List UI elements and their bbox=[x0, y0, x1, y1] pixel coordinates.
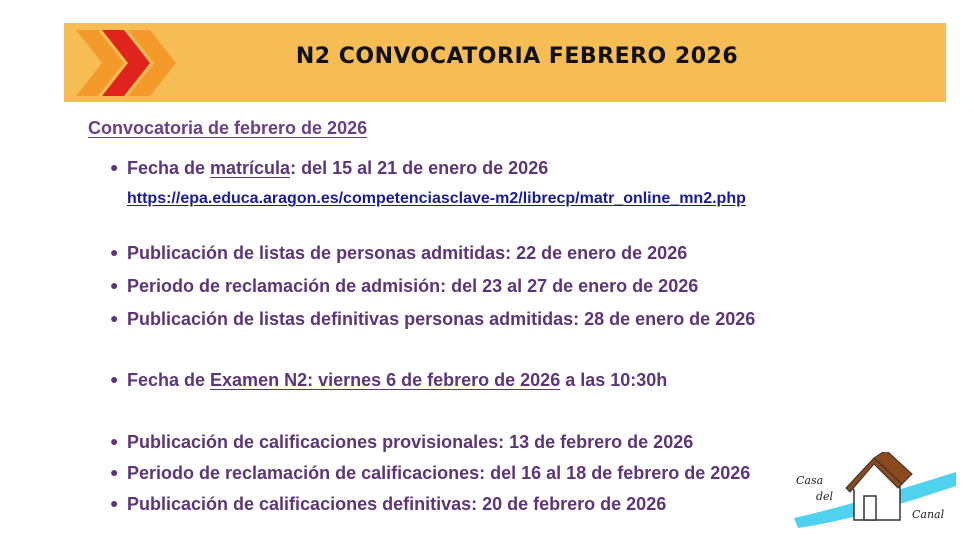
logo-text: Casa bbox=[796, 474, 824, 487]
bullet-icon: ● bbox=[110, 495, 119, 511]
bullet-icon: ● bbox=[110, 464, 119, 480]
page-title: N2 CONVOCATORIA FEBRERO 2026 bbox=[295, 44, 739, 69]
list-item: ● Publicación de listas de personas admitidas: 22 de enero de 2026 bbox=[110, 243, 688, 263]
bullet-icon: ● bbox=[110, 244, 119, 260]
enrollment-link[interactable]: https://epa.educa.aragon.es/competenciasclave-m2/librecp/matr_online_mn2.php bbox=[127, 190, 746, 207]
list-item: ● Periodo de reclamación de admisión: del 23 al 27 de enero de 2026 bbox=[110, 276, 699, 296]
list-item: ● Fecha de matrícula: del 15 al 21 de enero de 2026 bbox=[110, 158, 549, 178]
bullet-icon: ● bbox=[110, 310, 119, 326]
list-item: ● Fecha de Examen N2: viernes 6 de febrero de 2026 a las 10:30h bbox=[110, 370, 668, 390]
section-title: Convocatoria de febrero de 2026 bbox=[88, 118, 368, 138]
list-item: ● Periodo de reclamación de calificaciones: del 16 al 18 de febrero de 2026 bbox=[110, 463, 751, 483]
list-item: ● Publicación de listas definitivas personas admitidas: 28 de enero de 2026 bbox=[110, 309, 756, 329]
logo-text: del bbox=[816, 490, 834, 503]
list-item: ● Publicación de calificaciones provisionales: 13 de febrero de 2026 bbox=[110, 432, 694, 452]
list-item: ● Publicación de calificaciones definitivas: 20 de febrero de 2026 bbox=[110, 494, 667, 514]
logo-text: Canal bbox=[912, 508, 945, 521]
bullet-icon: ● bbox=[110, 277, 119, 293]
bullet-icon: ● bbox=[110, 159, 119, 175]
bullet-icon: ● bbox=[110, 371, 119, 387]
bullet-icon: ● bbox=[110, 433, 119, 449]
casa-del-canal-logo bbox=[790, 452, 960, 532]
